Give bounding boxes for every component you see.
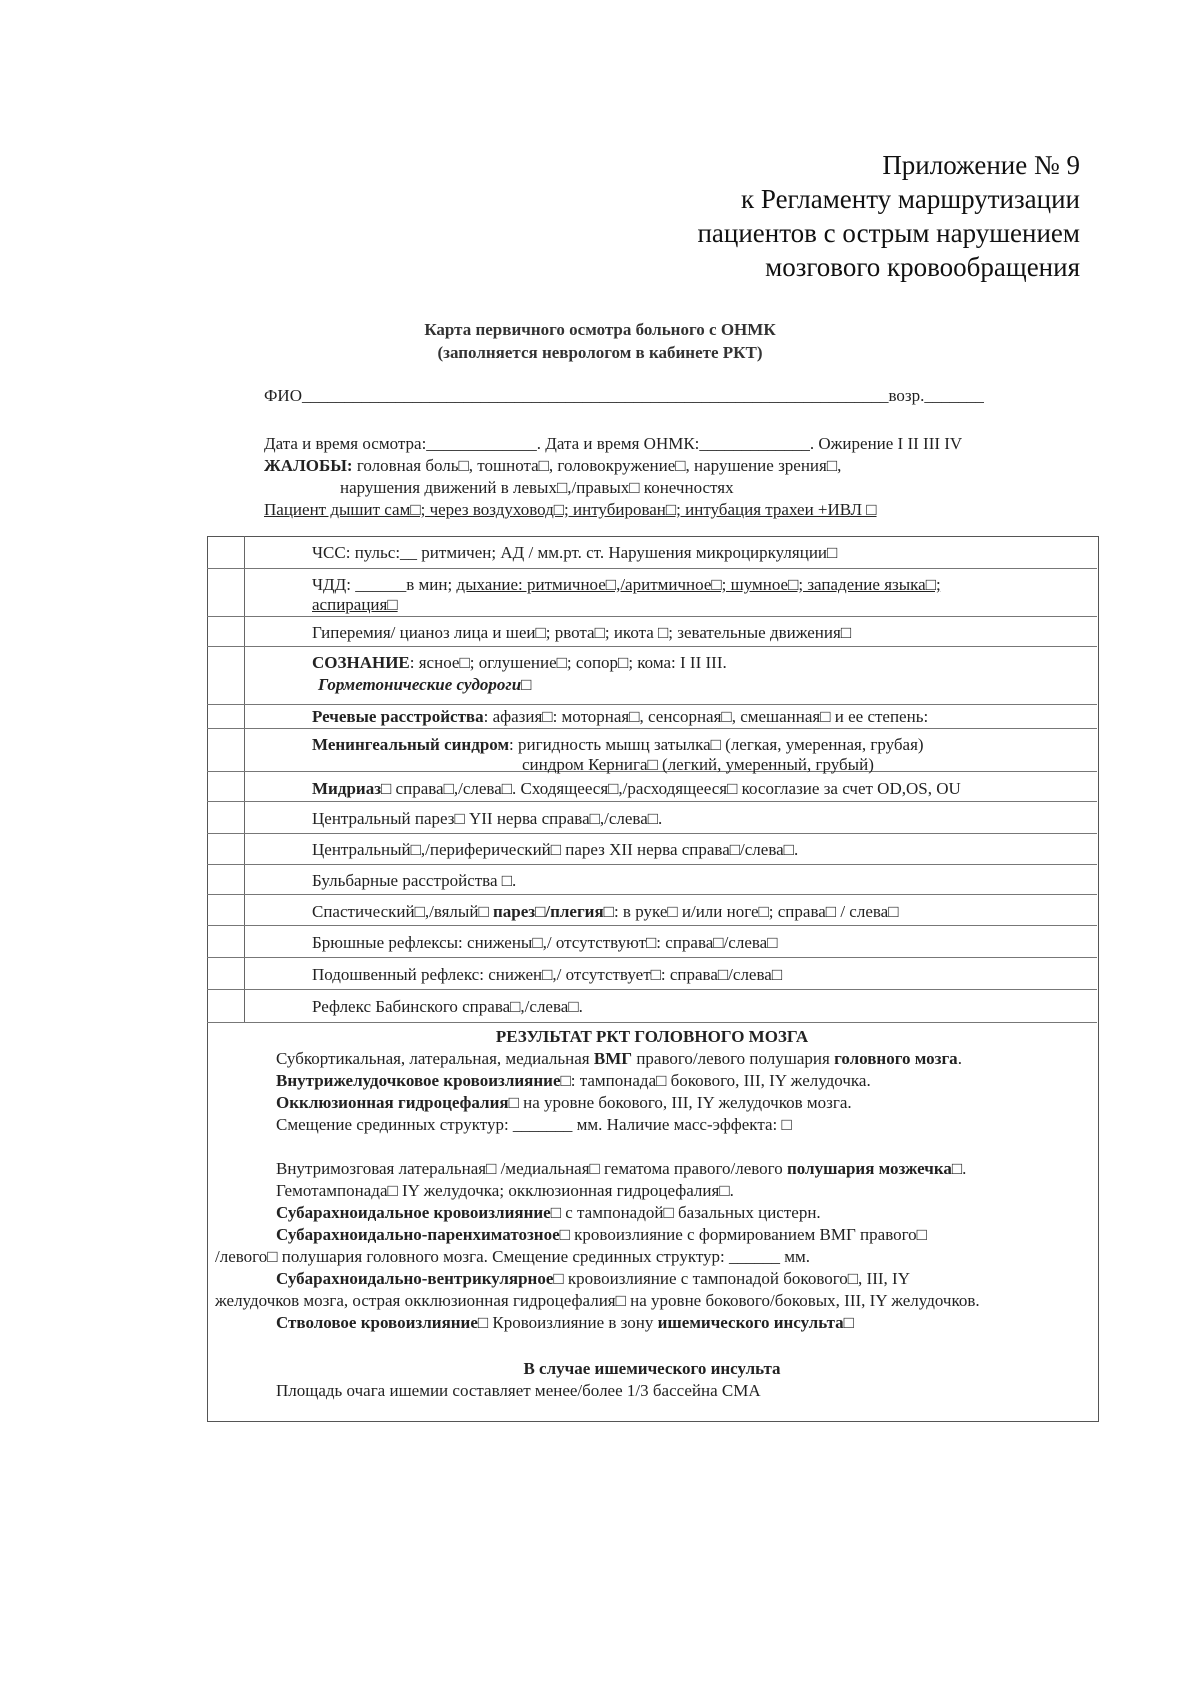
- row-mydriasis[interactable]: [312, 778, 961, 800]
- speech-label: Речевые расстройства: [312, 707, 484, 726]
- row-respiration[interactable]: [312, 574, 941, 596]
- mydriasis-options[interactable]: □ справа□,/слева□. Сходящееся□,/расходящееся□ косоглазие за счет OD,OS, OU: [381, 779, 961, 798]
- appendix-line-4: мозгового кровообращения: [765, 252, 1080, 282]
- ct-line-sah-parenchymal-cont[interactable]: /левого□ полушария головного мозга. Смещение срединных структур: ______ мм.: [215, 1247, 811, 1266]
- appendix-line-2: к Регламенту маршрутизации: [741, 184, 1080, 214]
- row-divider: [207, 925, 1097, 926]
- complaints-label: ЖАЛОБЫ:: [264, 456, 353, 475]
- paresis-type[interactable]: Спастический□,/вялый□: [312, 902, 493, 921]
- consciousness-label: СОЗНАНИЕ: [312, 653, 410, 672]
- row-plantar-reflex[interactable]: Подошвенный рефлекс: снижен□,/ отсутствует□: справа□/слева□: [312, 965, 783, 984]
- row-bulbar[interactable]: Бульбарные расстройства □.: [312, 871, 517, 890]
- ct-line-ich[interactable]: [276, 1048, 962, 1070]
- ct-line-ischemic-checkbox[interactable]: □: [843, 1313, 854, 1332]
- appendix-line-3: пациентов с острым нарушением: [697, 218, 1080, 248]
- ct-line-brainstem-text[interactable]: □ Кровоизлияние в зону: [477, 1313, 658, 1332]
- row-heart-rate[interactable]: ЧСС: пульс:__ ритмичен; АД / мм.рт. ст. Нарушения микроциркуляции□: [312, 543, 838, 562]
- fio-field[interactable]: ФИО_____________________________________________________________________возр._______: [264, 386, 984, 405]
- row-meningeal[interactable]: [312, 734, 924, 756]
- ct-line-sah-text[interactable]: □ с тампонадой□ базальных цистерн.: [550, 1203, 821, 1222]
- ct-line-hydrocephalus[interactable]: [276, 1092, 852, 1114]
- ct-line-midline-shift[interactable]: Смещение срединных структур: _______ мм. Наличие масс-эффекта: □: [276, 1115, 792, 1134]
- ct-line-ischemic-label: ишемического инсульта: [657, 1313, 844, 1332]
- ct-line-sah-parenchymal[interactable]: [276, 1224, 927, 1246]
- row-divider: [207, 833, 1097, 834]
- ct-line-sah-ventricular-label: Субарахноидально-вентрикулярное: [276, 1269, 554, 1288]
- consciousness-options[interactable]: : ясное□; оглушение□; сопор□; кома: I II III.: [409, 653, 727, 672]
- row-facial-paresis[interactable]: Центральный парез□ YII нерва справа□,/слева□.: [312, 809, 663, 828]
- respiration-type[interactable]: дыхание: ритмичное□,/аритмичное□; шумное□; западение языка□;: [456, 575, 941, 594]
- row-divider: [207, 728, 1097, 729]
- ct-line-ivh[interactable]: [276, 1070, 871, 1092]
- ct-line-ich-end: .: [957, 1049, 962, 1068]
- ct-line-ivh-label: Внутрижелудочковое кровоизлияние: [276, 1071, 561, 1090]
- ct-line-ich-vmg: ВМГ: [593, 1049, 633, 1068]
- ct-line-ivh-text[interactable]: □: тампонада□ бокового, III, IY желудочка.: [560, 1071, 871, 1090]
- form-title: [0, 318, 1200, 364]
- meningeal-label: Менингеальный синдром: [312, 735, 510, 754]
- complaints-line-1: [264, 456, 841, 476]
- ct-line-sah-ventricular[interactable]: [276, 1268, 910, 1290]
- ct-line-hemotamponade[interactable]: Гемотампонада□ IY желудочка; окклюзионная гидроцефалия□.: [276, 1181, 734, 1200]
- row-divider: [207, 616, 1097, 617]
- respiration-rate[interactable]: ЧДД: ______в мин;: [312, 575, 457, 594]
- row-hyperemia[interactable]: Гиперемия/ цианоз лица и шеи□; рвота□; икота □; зевательные движения□: [312, 623, 852, 642]
- ct-line-cerebellar-hematoma[interactable]: [276, 1158, 966, 1180]
- complaints-line-2[interactable]: нарушения движений в левых□,/правых□ конечностях: [340, 478, 734, 497]
- exam-table-left-column: [207, 536, 245, 1022]
- row-divider: [207, 801, 1097, 802]
- row-limb-paresis[interactable]: [312, 901, 898, 923]
- ct-line-sah-parenchymal-label: Субарахноидально-паренхиматозное: [276, 1225, 560, 1244]
- row-hypoglossal-paresis[interactable]: Центральный□,/периферический□ парез XII нерва справа□/слева□.: [312, 840, 799, 859]
- ct-line-cerebellar-text[interactable]: Внутримозговая латеральная□ /медиальная□ гематома правого/левого: [276, 1159, 787, 1178]
- ischemic-heading: В случае ишемического инсульта: [523, 1359, 781, 1378]
- row-convulsions[interactable]: Горметонические судороги□: [318, 675, 532, 694]
- ct-line-sah-label: Субарахноидальное кровоизлияние: [276, 1203, 551, 1222]
- ct-line-ich-text: Субкортикальная, латеральная, медиальная: [276, 1049, 594, 1068]
- meningeal-options[interactable]: : ригидность мышц затылка□ (легкая, умеренная, грубая): [509, 735, 924, 754]
- dates-line[interactable]: Дата и время осмотра:_____________. Дата и время ОНМК:_____________. Ожирение I II III IV: [264, 434, 963, 453]
- ct-line-sah-ventricular-text[interactable]: □ кровоизлияние с тампонадой бокового□, III, IY: [553, 1269, 910, 1288]
- form-title-line-1: Карта первичного осмотра больного с ОНМК: [424, 320, 776, 339]
- ct-line-cerebellar-label: полушария мозжечка: [786, 1159, 952, 1178]
- row-divider: [207, 894, 1097, 895]
- row-divider: [207, 704, 1097, 705]
- row-divider: [207, 646, 1097, 647]
- complaints-text-1[interactable]: головная боль□, тошнота□, головокружение□, нарушение зрения□,: [352, 456, 842, 475]
- form-title-line-2: (заполняется неврологом в кабинете РКТ): [437, 343, 763, 362]
- row-divider: [207, 568, 1097, 569]
- row-speech[interactable]: [312, 706, 928, 728]
- ct-result-heading: РЕЗУЛЬТАТ РКТ ГОЛОВНОГО МОЗГА: [495, 1027, 809, 1046]
- row-divider: [207, 989, 1097, 990]
- appendix-line-1: Приложение № 9: [882, 150, 1080, 180]
- appendix-header: [697, 148, 1080, 284]
- breathing-line[interactable]: Пациент дышит сам□; через воздуховод□; интубирован□; интубация трахеи +ИВЛ □: [264, 500, 877, 519]
- paresis-plegia[interactable]: парез□/плегия□: [492, 902, 614, 921]
- row-kernig[interactable]: синдром Кернига□ (легкий, умеренный, грубый): [522, 755, 874, 774]
- paresis-location[interactable]: : в руке□ и/или ноге□; справа□ / слева□: [613, 902, 899, 921]
- ct-line-brainstem[interactable]: [276, 1312, 854, 1334]
- ct-line-sah-ventricular-cont[interactable]: желудочков мозга, острая окклюзионная гидроцефалия□ на уровне бокового/боковых, III, IY желудочков.: [215, 1291, 980, 1310]
- ct-line-ich-hemisphere: правого/левого полушария: [632, 1049, 835, 1068]
- row-babinski[interactable]: Рефлекс Бабинского справа□,/слева□.: [312, 997, 583, 1016]
- ct-line-sah-parenchymal-text[interactable]: □ кровоизлияние с формированием ВМГ правого□: [559, 1225, 927, 1244]
- row-divider: [207, 864, 1097, 865]
- ct-line-ich-brain: головного мозга: [834, 1049, 958, 1068]
- ct-line-hydrocephalus-text[interactable]: □ на уровне бокового, III, IY желудочков мозга.: [508, 1093, 852, 1112]
- ct-line-ischemia-area[interactable]: Площадь очага ишемии составляет менее/более 1/3 бассейна СМА: [276, 1381, 761, 1400]
- row-consciousness[interactable]: [312, 652, 727, 674]
- ct-line-sah[interactable]: [276, 1202, 821, 1224]
- row-divider: [207, 957, 1097, 958]
- row-aspiration[interactable]: аспирация□: [312, 595, 398, 614]
- row-divider: [207, 1022, 1097, 1023]
- mydriasis-label: Мидриаз: [312, 779, 382, 798]
- speech-options[interactable]: : афазия□: моторная□, сенсорная□, смешанная□ и ее степень:: [483, 707, 929, 726]
- ct-line-cerebellar-end[interactable]: □.: [951, 1159, 967, 1178]
- row-abdominal-reflex[interactable]: Брюшные рефлексы: снижены□,/ отсутствуют□: справа□/слева□: [312, 933, 778, 952]
- ct-line-hydrocephalus-label: Окклюзионная гидроцефалия: [276, 1093, 509, 1112]
- ct-line-brainstem-label: Стволовое кровоизлияние: [276, 1313, 478, 1332]
